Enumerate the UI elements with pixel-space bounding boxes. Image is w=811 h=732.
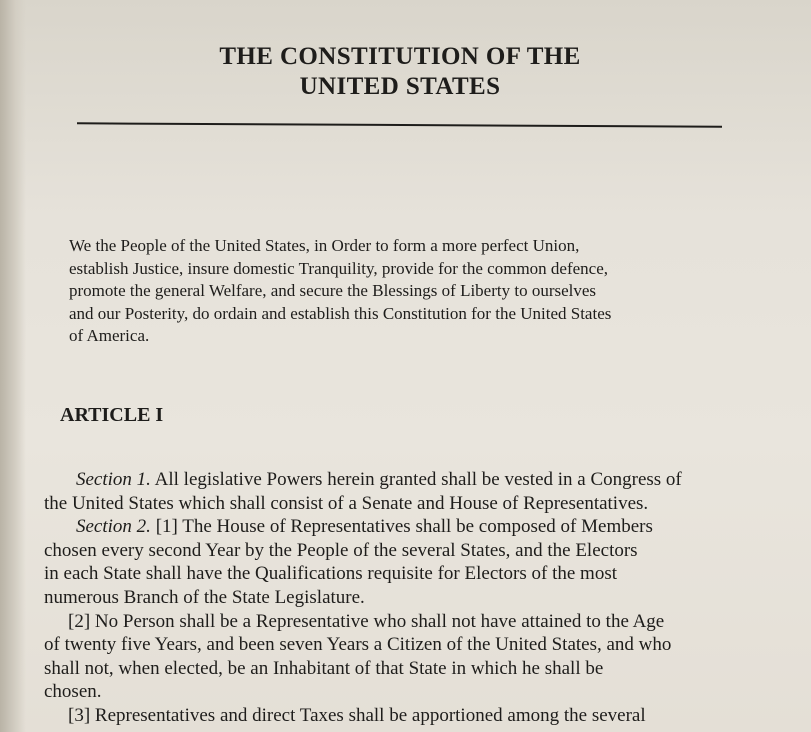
section-1-line: [44, 468, 764, 492]
section-1-line: the United States which shall consist of a Senate and House of Representatives.: [44, 492, 649, 514]
preamble-line: promote the general Welfare, and secure the Blessings of Liberty to ourselves: [69, 281, 597, 301]
clause-2-line: chosen.: [44, 681, 102, 703]
section-2-line: chosen every second Year by the People of the several States, and the Electors: [44, 539, 638, 561]
section-1-label: Section 1.: [76, 469, 151, 490]
clause-2-line: [2] No Person shall be a Representative who shall not have attained to the Age: [68, 610, 665, 632]
preamble-line: establish Justice, insure domestic Tranquility, provide for the common defence,: [69, 258, 609, 278]
section-2-line: numerous Branch of the State Legislature.: [44, 586, 365, 608]
document-title-line-1: THE CONSTITUTION OF THE: [219, 43, 581, 70]
preamble: [69, 235, 739, 348]
clause-2-line: shall not, when elected, be an Inhabitant of that State in which he shall be: [44, 657, 604, 679]
page-gutter-shadow: [0, 0, 26, 732]
section-2-line: in each State shall have the Qualifications requisite for Electors of the most: [44, 563, 617, 585]
document-title-line-2: UNITED STATES: [299, 73, 501, 100]
preamble-line: of America.: [69, 326, 150, 346]
section-1-text: All legislative Powers herein granted shall be vested in a Congress of: [150, 469, 682, 490]
article-body: [44, 468, 764, 728]
section-2-label: Section 2.: [76, 516, 151, 538]
article-heading: ARTICLE I: [60, 404, 164, 426]
preamble-line: We the People of the United States, in Order to form a more perfect Union,: [69, 236, 580, 255]
preamble-line: and our Posterity, do ordain and establish this Constitution for the United States: [69, 303, 612, 323]
section-2-text: [1] The House of Representatives shall be composed of Members: [150, 516, 653, 538]
clause-3-line: [3] Representatives and direct Taxes shall be apportioned among the several: [68, 704, 646, 726]
clause-2-line: of twenty five Years, and been seven Years a Citizen of the United States, and who: [44, 634, 672, 656]
section-2-line: [44, 515, 764, 539]
